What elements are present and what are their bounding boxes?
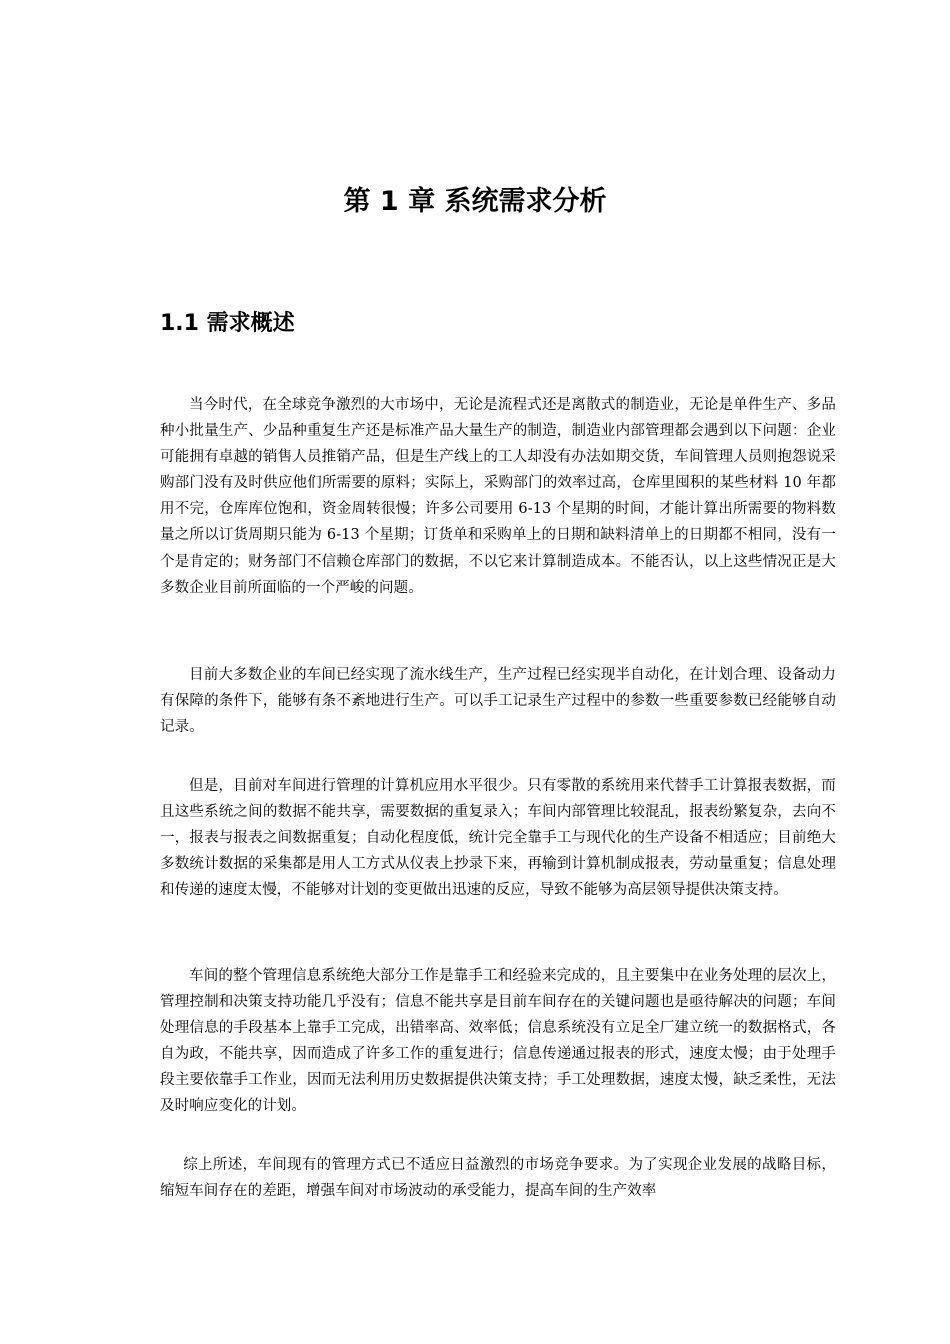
paragraph-computer-application: 但是，目前对车间进行管理的计算机应用水平很少。只有零散的系统用来代替手工计算报表数据，而且这些系统之间的数据不能共享，需要数据的重复录入；车间内部管理比较混乱，报表纷繁复杂，去向不一，报表与报表之间数据重复；自动化程度低，统计完全靠手工与现代化的生产设备不相适应；目前绝大多数统计数据的采集都是用人工方式从仪表上抄录下来，再输到计算机制成报表，劳动量重复；信息处理和传递的速度太慢，不能够对计划的变更做出迅速的反应，导致不能够为高层领导提供决策支持。 xyxy=(160,778,836,899)
section-title: 1.1 需求概述 xyxy=(160,311,295,336)
paragraph-summary: 综上所述，车间现有的管理方式已不适应日益激烈的市场竞争要求。为了实现企业发展的战略目标，缩短车间存在的差距，增强车间对市场波动的承受能力，提高车间的生产效率 xyxy=(160,1157,836,1200)
paragraph-workshop-automation: 目前大多数企业的车间已经实现了流水线生产，生产过程已经实现半自动化，在计划合理、设备动力有保障的条件下，能够有条不紊地进行生产。可以手工记录生产过程中的参数一些重要参数已经能够自动记录。 xyxy=(160,667,836,736)
paragraph-management-information-system: 车间的整个管理信息系统绝大部分工作是靠手工和经验来完成的，且主要集中在业务处理的层次上，管理控制和决策支持功能几乎没有；信息不能共享是目前车间存在的关键问题也是亟待解决的问题；车间处理信息的手段基本上靠手工完成，出错率高、效率低；信息系统没有立足全厂建立统一的数据格式，各自为政，不能共享，因而造成了许多工作的重复进行；信息传递通过报表的形式，速度太慢；由于处理手段主要依靠手工作业，因而无法利用历史数据提供决策支持；手工处理数据，速度太慢，缺乏柔性，无法及时响应变化的计划。 xyxy=(160,968,836,1115)
paragraph-market-competition: 当今时代，在全球竞争激烈的大市场中，无论是流程式还是离散式的制造业，无论是单件生产、多品种小批量生产、少品种重复生产还是标准产品大量生产的制造，制造业内部管理都会遇到以下问题：企业可能拥有卓越的销售人员推销产品，但是生产线上的工人却没有办法如期交货，车间管理人员则抱怨说采购部门没有及时供应他们所需要的原料；实际上，采购部门的效率过高，仓库里囤积的某些材料 10 年都用不完，仓库库位饱和，资金周转很慢；许多公司要用 6-13 个星期的时间，才能计算出所需要的物料数量之所以订货周期只能为 6-13 个星期；订货单和采购单上的日期和缺料清单上的日期都不相同，没有一个是肯定的；财务部门不信赖仓库部门的数据，不以它来计算制造成本。不能否认，以上这些情况正是大多数企业目前所面临的一个严峻的问题。 xyxy=(160,397,836,596)
chapter-title: 第 1 章 系统需求分析 xyxy=(343,186,607,217)
